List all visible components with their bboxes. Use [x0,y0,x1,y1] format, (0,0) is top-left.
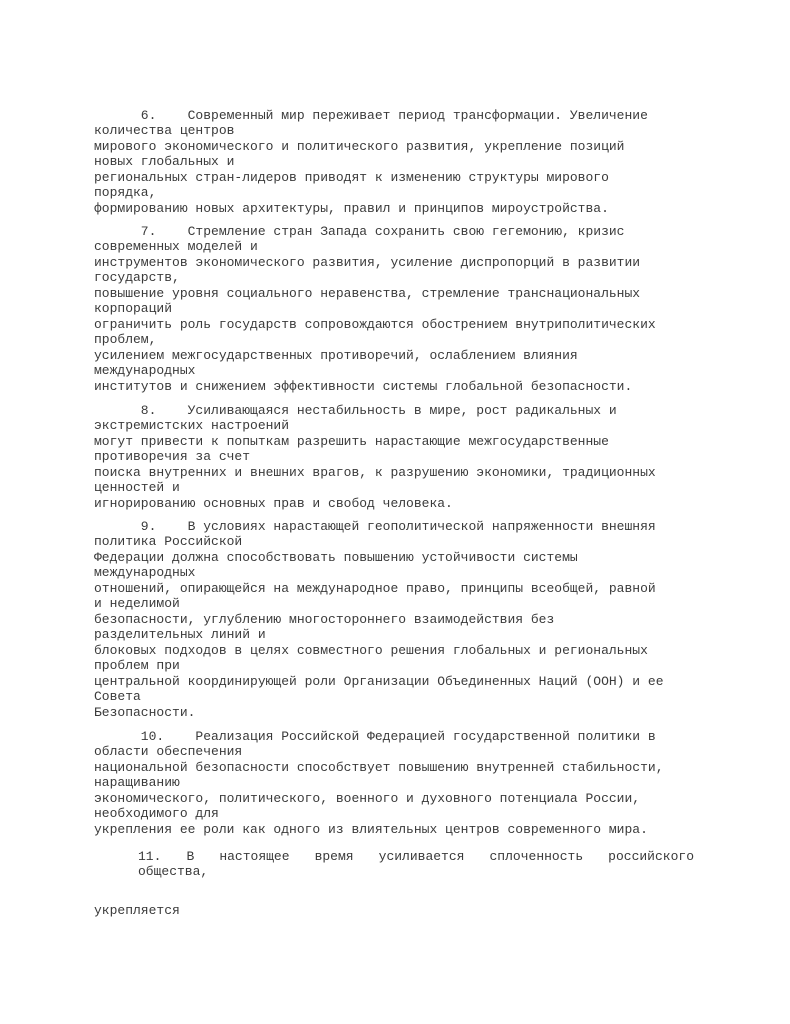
text-line: 6. Современный мир переживает период трансформации. Увеличение [94,108,648,123]
text-line: центральной координирующей роли Организации Объединенных Наций (ООН) и ее [94,674,664,689]
text-line: экономического, политического, военного и духовного потенциала России, [94,791,641,806]
text-line: 10. Реализация Российской Федерацией государственной политики в [94,729,656,744]
text-line: разделительных линий и [94,627,266,642]
text-line: политика Российской [94,534,243,549]
text-line: количества центров [94,123,235,138]
text-line: могут привести к попыткам разрешить нарастающие межгосударственные [94,434,609,449]
text-line: мирового экономического и политического развития, укрепление позиций [94,139,625,154]
text-line: повышение уровня социального неравенства, стремление транснациональных [94,286,641,301]
text-line: Совета [94,689,141,704]
text-line: 7. Стремление стран Запада сохранить свою гегемонию, кризис [94,224,625,239]
paragraph-11-heading-line: 11. В настоящее время усиливается сплоченность российского [138,849,694,864]
text-line: международных [94,363,196,378]
text-line: отношений, опирающейся на международное право, принципы всеобщей, равной [94,581,656,596]
text-line: усилением межгосударственных противоречий, ослаблением влияния [94,348,578,363]
text-line: региональных стран-лидеров приводят к изменению структуры мирового [94,170,609,185]
text-line: национальной безопасности способствует повышению внутренней стабильности, [94,760,664,775]
text-line: проблем, [94,332,157,347]
text-line: противоречия за счет [94,449,251,464]
text-line: области обеспечения [94,744,243,759]
text-line: укрепляется [94,903,180,918]
text-line: 9. В условиях нарастающей геополитической напряженности внешняя [94,519,656,534]
text-line: и неделимой [94,596,180,611]
text-line: Федерации должна способствовать повышению устойчивости системы [94,550,578,565]
text-line: укрепления ее роли как одного из влиятельных центров современного мира. [94,822,648,837]
text-line: порядка, [94,185,157,200]
text-line: институтов и снижением эффективности системы глобальной безопасности. [94,379,633,394]
text-line: поиска внутренних и внешних врагов, к разрушению экономики, традиционных [94,465,656,480]
text-line: наращиванию [94,775,180,790]
text-line: новых глобальных и [94,154,235,169]
text-line: ценностей и [94,480,180,495]
text-line: международных [94,565,196,580]
text-line: инструментов экономического развития, усиление диспропорций в развитии [94,255,641,270]
text-line: необходимого для [94,806,219,821]
text-line: государств, [94,270,180,285]
text-line: современных моделей и [94,239,258,254]
text-line: ограничить роль государств сопровождаются обострением внутриполитических [94,317,656,332]
text-line: экстремистских настроений [94,418,290,433]
text-line: Безопасности. [94,705,196,720]
text-line: формированию новых архитектуры, правил и принципов мироустройства. [94,201,609,216]
text-line: 8. Усиливающаяся нестабильность в мире, рост радикальных и [94,403,617,418]
text-line: общества, [138,864,209,879]
text-line: игнорированию основных прав и свобод человека. [94,496,453,511]
text-line: безопасности, углублению многостороннего взаимодействия без [94,612,555,627]
text-line: проблем при [94,658,180,673]
text-line: корпораций [94,301,173,316]
text-line: блоковых подходов в целях совместного решения глобальных и региональных [94,643,648,658]
